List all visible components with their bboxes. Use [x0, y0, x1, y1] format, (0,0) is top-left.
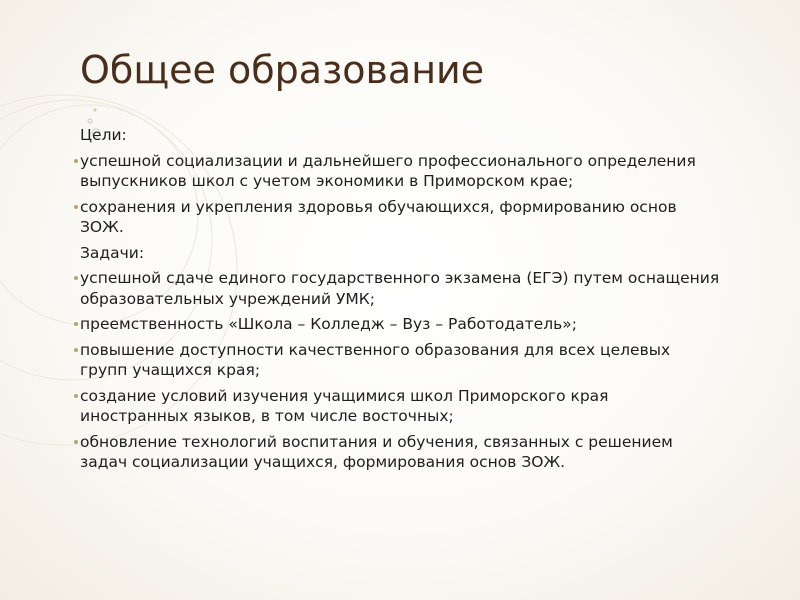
task-item: преемственность «Школа – Колледж – Вуз – Работодатель»; — [80, 314, 720, 335]
slide-body — [80, 125, 720, 478]
section-heading-goals: Цели: — [80, 126, 127, 144]
task-item: успешной сдаче единого государственного экзамена (ЕГЭ) путем оснащения образовательных учреждений УМК; — [80, 269, 720, 308]
decor-dot — [94, 109, 97, 112]
section-heading-tasks: Задачи: — [80, 243, 145, 262]
goal-item: сохранения и укрепления здоровья обучающихся, формированию основ ЗОЖ. — [80, 197, 720, 238]
task-item: повышение доступности качественного образования для всех целевых групп учащихся края; — [80, 340, 720, 381]
task-item: обновление технологий воспитания и обучения, связанных с решением задач социализации учащихся, формирования основ ЗОЖ. — [80, 432, 720, 473]
slide-title: Общее образование — [80, 48, 485, 92]
goal-item: успешной социализации и дальнейшего профессионального определения выпускников школ с учетом экономики в Приморском крае; — [80, 151, 720, 192]
task-item: создание условий изучения учащимися школ Приморского края иностранных языков, в том числе восточных; — [80, 386, 720, 427]
decor-dot-ring-2 — [88, 119, 92, 123]
